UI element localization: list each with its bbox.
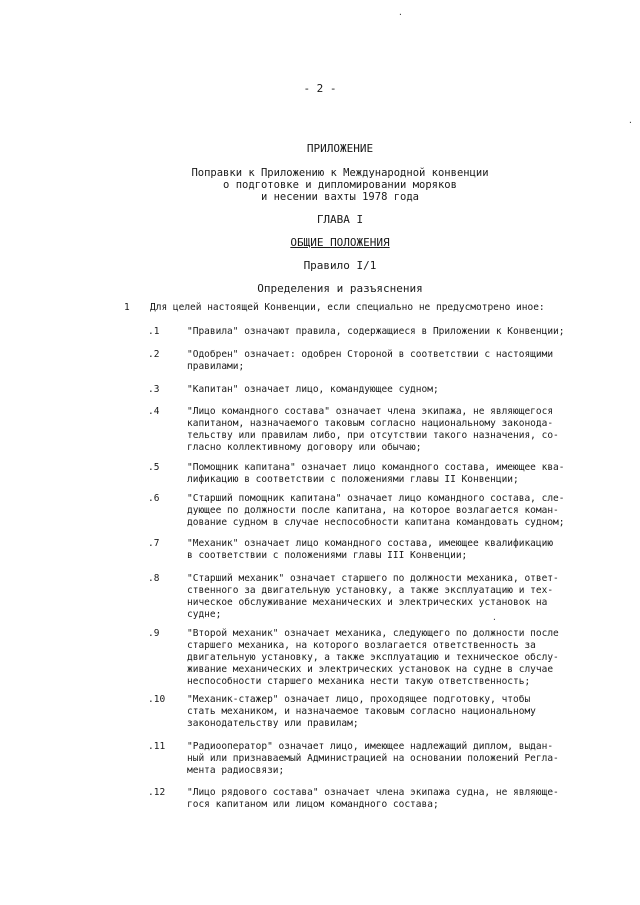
- item-number: .4: [148, 406, 160, 417]
- item-text: "Правила" означают правила, содержащиеся в Приложении к Конвенции;: [187, 326, 565, 337]
- item-text: "Помощник капитана" означает лицо командного состава, имеющее ква- лификацию в соответствии с положениями главы II Конвенции;: [187, 462, 565, 485]
- item-text: "Одобрен" означает: одобрен Стороной в соответствии с настоящими правилами;: [187, 349, 554, 372]
- chapter-name: [0, 237, 640, 249]
- item-number: .11: [148, 741, 166, 752]
- item-text: "Старший помощник капитана" означает лицо командного состава, сле- дующее по должности после капитана, на которое возлагается коман- дование судном в случае неспособности капитана командовать судном;: [187, 493, 565, 528]
- item-text: "Механик" означает лицо командного состава, имеющее квалификацию в соответствии с положениями главы III Конвенции;: [187, 538, 554, 561]
- item-text: "Капитан" означает лицо, командующее судном;: [187, 384, 439, 395]
- item-number: .7: [148, 538, 160, 549]
- page-number: - 2 -: [303, 82, 337, 95]
- item-text: "Второй механик" означает механика, следующего по должности после старшего механика, на которого возлагается ответственность за двигательную установку, а также эксплуатацию и техническое обслу- живание механических и электрических установок на судне в случае неспособности старшего механика нести такую ответственность;: [187, 628, 559, 687]
- chapter-name-text: ОБЩИЕ ПОЛОЖЕНИЯ: [290, 236, 390, 249]
- annex-subtitle-line: Поправки к Приложению к Международной конвенции: [191, 167, 489, 179]
- annex-subtitle-line: и несении вахты 1978 года: [260, 191, 420, 203]
- item-number: .6: [148, 493, 160, 504]
- annex-title: ПРИЛОЖЕНИЕ: [306, 142, 374, 155]
- chapter-heading: ГЛАВА I: [316, 213, 364, 226]
- item-number: .3: [148, 384, 160, 395]
- scan-speck: ·: [628, 118, 633, 127]
- item-number: .10: [148, 694, 166, 705]
- item-number: .8: [148, 573, 160, 584]
- rule-heading: Правило I/1: [303, 259, 377, 272]
- annex-subtitle-line: о подготовке и дипломировании моряков: [223, 179, 457, 191]
- item-text: "Лицо командного состава" означает члена экипажа, не являющегося капитаном, назначаемого таковым согласно национальному законода- тельству или правилам либо, при отсутствии такого назначения, со- гласно коллективному договору или обычаю;: [187, 406, 559, 453]
- annex-subtitle: [0, 167, 640, 203]
- item-number: .1: [148, 326, 160, 337]
- scan-speck: ·: [492, 615, 497, 624]
- paragraph-number: 1: [124, 302, 130, 313]
- rule-name: Определения и разъяснения: [257, 282, 423, 295]
- item-text: "Механик-стажер" означает лицо, проходящее подготовку, чтобы стать механиком, и назначаемое таковым согласно национальному законодательству или правилам;: [187, 694, 536, 729]
- item-number: .2: [148, 349, 160, 360]
- paragraph-intro: Для целей настоящей Конвенции, если специально не предусмотрено иное:: [150, 302, 545, 313]
- item-text: "Радиооператор" означает лицо, имеющее надлежащий диплом, выдан- ный или признаваемый Администрацией на основании положений Регла- мента радиосвязи;: [187, 741, 559, 776]
- item-number: .12: [148, 787, 166, 798]
- item-number: .9: [148, 628, 160, 639]
- item-text: "Старший механик" означает старшего по должности механика, ответ- ственного за двигательную установку, а также эксплуатацию и тех- ническое обслуживание механических и электрических установок на судне;: [187, 573, 559, 620]
- scan-speck: ·: [398, 10, 403, 19]
- item-text: "Лицо рядового состава" означает члена экипажа судна, не являюще- гося капитаном или лицом командного состава;: [187, 787, 559, 810]
- item-number: .5: [148, 462, 160, 473]
